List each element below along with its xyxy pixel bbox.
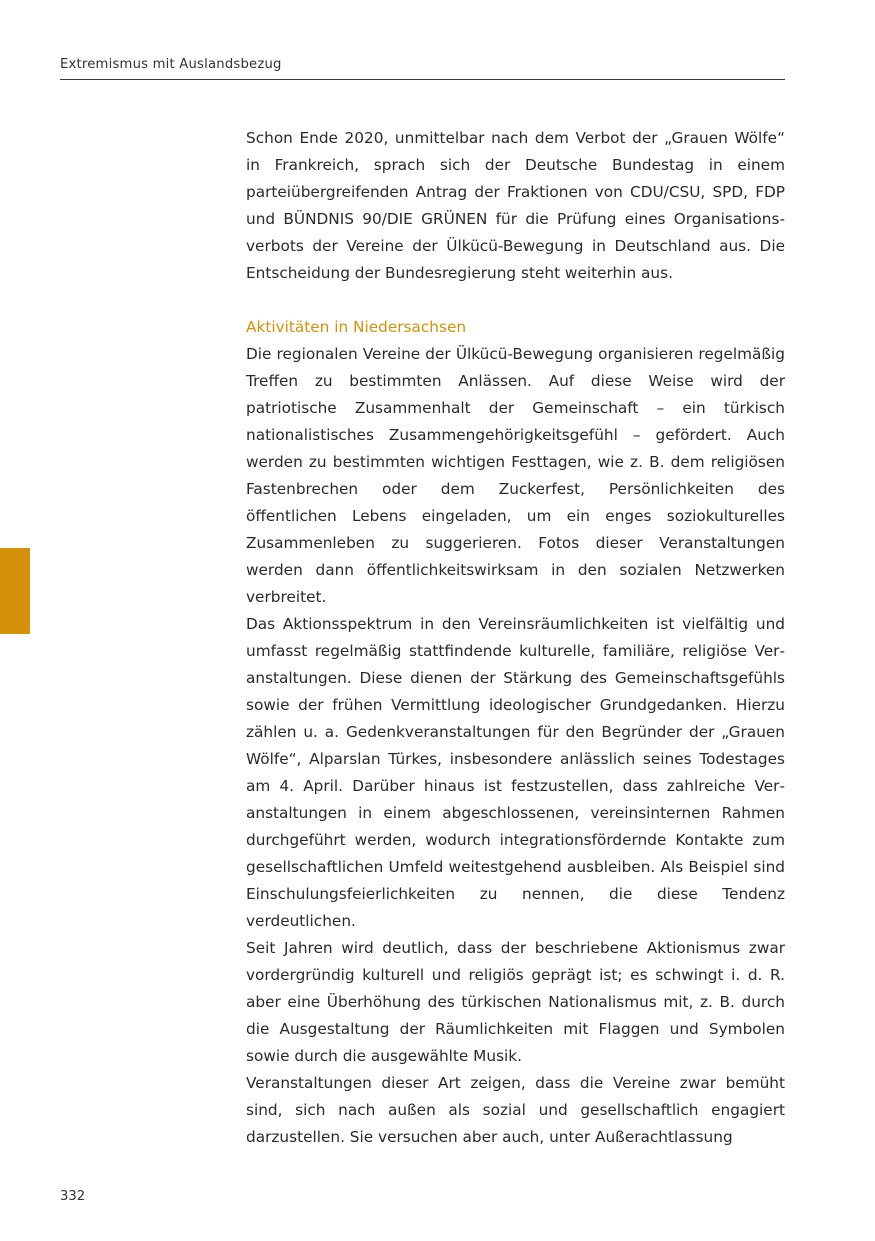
page-content [246,125,785,1151]
paragraph-2: Die regionalen Vereine der Ülkücü-Bewegung organisieren regelmäßig Treffen zu bestimmten Anlässen. Auf diese Weise wird der patriotische Zusammenhalt der Gemeinschaft – ein türkisch nationalistisches Zusammengehörigkeitsgefühl – gefördert. Auch werden zu bestimmten wichtigen Festtagen, wie z. B. dem religiösen Fastenbrechen oder dem Zuckerfest, Persönlichkeiten des öffentlichen Lebens eingeladen, um ein enges soziokulturelles Zusammenleben zu suggerieren. Fotos dieser Veranstaltungen werden dann öffentlichkeitswirksam in den sozialen Netzwerken verbreitet. [246,345,785,606]
header-rule [60,79,785,80]
page-number: 332 [60,1189,86,1204]
paragraph-5: Veranstaltungen dieser Art zeigen, dass die Vereine zwar bemüht sind, sich nach außen als sozial und gesellschaftlich engagiert darzustellen. Sie versuchen aber auch, unter Außerachtlassung [246,1074,785,1146]
paragraph-4: Seit Jahren wird deutlich, dass der beschriebene Aktionismus zwar vordergründig kulturell und religiös geprägt ist; es schwingt i. d. R. aber eine Überhöhung des türkischen Nationalismus mit, z. B. durch die Ausgestaltung der Räumlichkeiten mit Flaggen und Symbolen sowie durch die ausgewählte Musik. [246,939,785,1065]
chapter-tab-marker [0,548,30,634]
paragraph-3: Das Aktionsspektrum in den Vereinsräumlichkeiten ist vielfältig und umfasst regelmäßig stattfindende kulturelle, familiäre, religiöse Veranstaltungen. Diese dienen der Stärkung des Gemeinschaftsgefühls sowie der frühen Vermittlung ideologischer Grundgedanken. Hierzu zählen u. a. Gedenkveranstaltungen für den Begründer der „Grauen Wölfe“, Alparslan Türkes, insbesondere anlässlich seines Todestages am 4. April. Darüber hinaus ist festzustellen, dass zahlreiche Veranstaltungen in einem abgeschlossenen, vereinsinternen Rahmen durchgeführt werden, wodurch integrationsfördernde Kontakte zum gesellschaftlichen Umfeld weitestgehend ausbleiben. Als Beispiel sind Einschulungsfeierlichkeiten zu nennen, die diese Tendenz verdeutlichen. [246,615,785,930]
paragraph-spacer [246,287,785,314]
running-header: Extremismus mit Auslandsbezug [60,57,282,72]
section-heading: Aktivitäten in Niedersachsen [246,318,467,336]
paragraph-1: Schon Ende 2020, unmittelbar nach dem Verbot der „Grauen Wölfe“ in Frankreich, sprach sich der Deutsche Bundestag in einem parteiübergreifenden Antrag der Fraktionen von CDU/CSU, SPD, FDP und BÜNDNIS 90/DIE GRÜNEN für die Prüfung eines Organisationsverbots der Vereine der Ülkücü-Bewegung in Deutschland aus. Die Entscheidung der Bundesregierung steht weiterhin aus. [246,129,785,282]
